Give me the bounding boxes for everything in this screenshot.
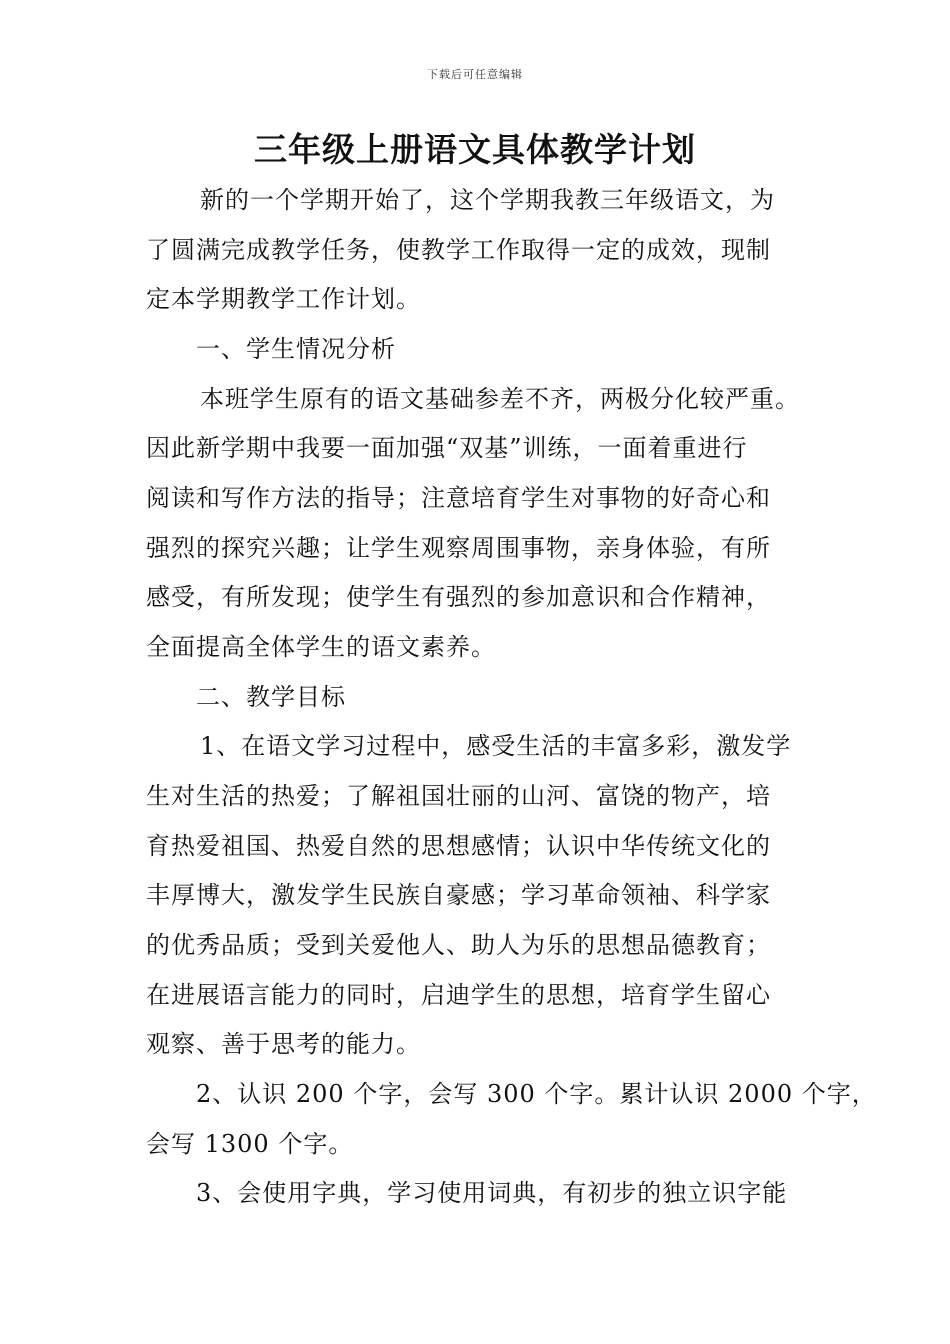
paragraph-line: 会写 1300 个字。 <box>146 1130 354 1158</box>
paragraph-line: 生对生活的热爱；了解祖国壮丽的山河、富饶的物产，培 <box>146 782 771 810</box>
section-heading: 二、教学目标 <box>196 683 346 711</box>
paragraph-line: 观察、善于思考的能力。 <box>146 1030 421 1058</box>
paragraph-line: 感受，有所发现；使学生有强烈的参加意识和合作精神， <box>146 583 771 611</box>
paragraph-line: 强烈的探究兴趣；让学生观察周围事物，亲身体验，有所 <box>146 534 771 562</box>
paragraph-line: 的优秀品质；受到关爱他人、助人为乐的思想品德教育； <box>146 931 771 959</box>
paragraph-line: 新的一个学期开始了，这个学期我教三年级语文，为 <box>200 186 775 214</box>
paragraph-line: 定本学期教学工作计划。 <box>146 285 421 313</box>
paragraph-line: 在进展语言能力的同时，启迪学生的思想，培育学生留心 <box>146 981 771 1009</box>
document-title: 三年级上册语文具体教学计划 <box>254 130 696 169</box>
paragraph-line: 了圆满完成教学任务，使教学工作取得一定的成效，现制 <box>146 236 771 264</box>
paragraph-line: 阅读和写作方法的指导；注意培育学生对事物的好奇心和 <box>146 484 771 512</box>
paragraph-line: 本班学生原有的语文基础参差不齐，两极分化较严重。 <box>200 385 800 413</box>
paragraph-line: 2、认识 200 个字，会写 300 个字。累计认识 2000 个字， <box>196 1080 877 1108</box>
header-note: 下载后可任意编辑 <box>427 68 523 81</box>
paragraph-line: 3、会使用字典，学习使用词典，有初步的独立识字能 <box>196 1179 788 1207</box>
paragraph-line: 因此新学期中我要一面加强“双基”训练，一面着重进行 <box>146 434 748 462</box>
paragraph-line: 丰厚博大，激发学生民族自豪感；学习革命领袖、科学家 <box>146 881 771 909</box>
paragraph-line: 全面提高全体学生的语文素养。 <box>146 633 496 661</box>
paragraph-line: 育热爱祖国、热爱自然的思想感情；认识中华传统文化的 <box>146 832 771 860</box>
section-heading: 一、学生情况分析 <box>196 335 396 363</box>
paragraph-line: 1、在语文学习过程中，感受生活的丰富多彩，激发学 <box>200 732 792 760</box>
